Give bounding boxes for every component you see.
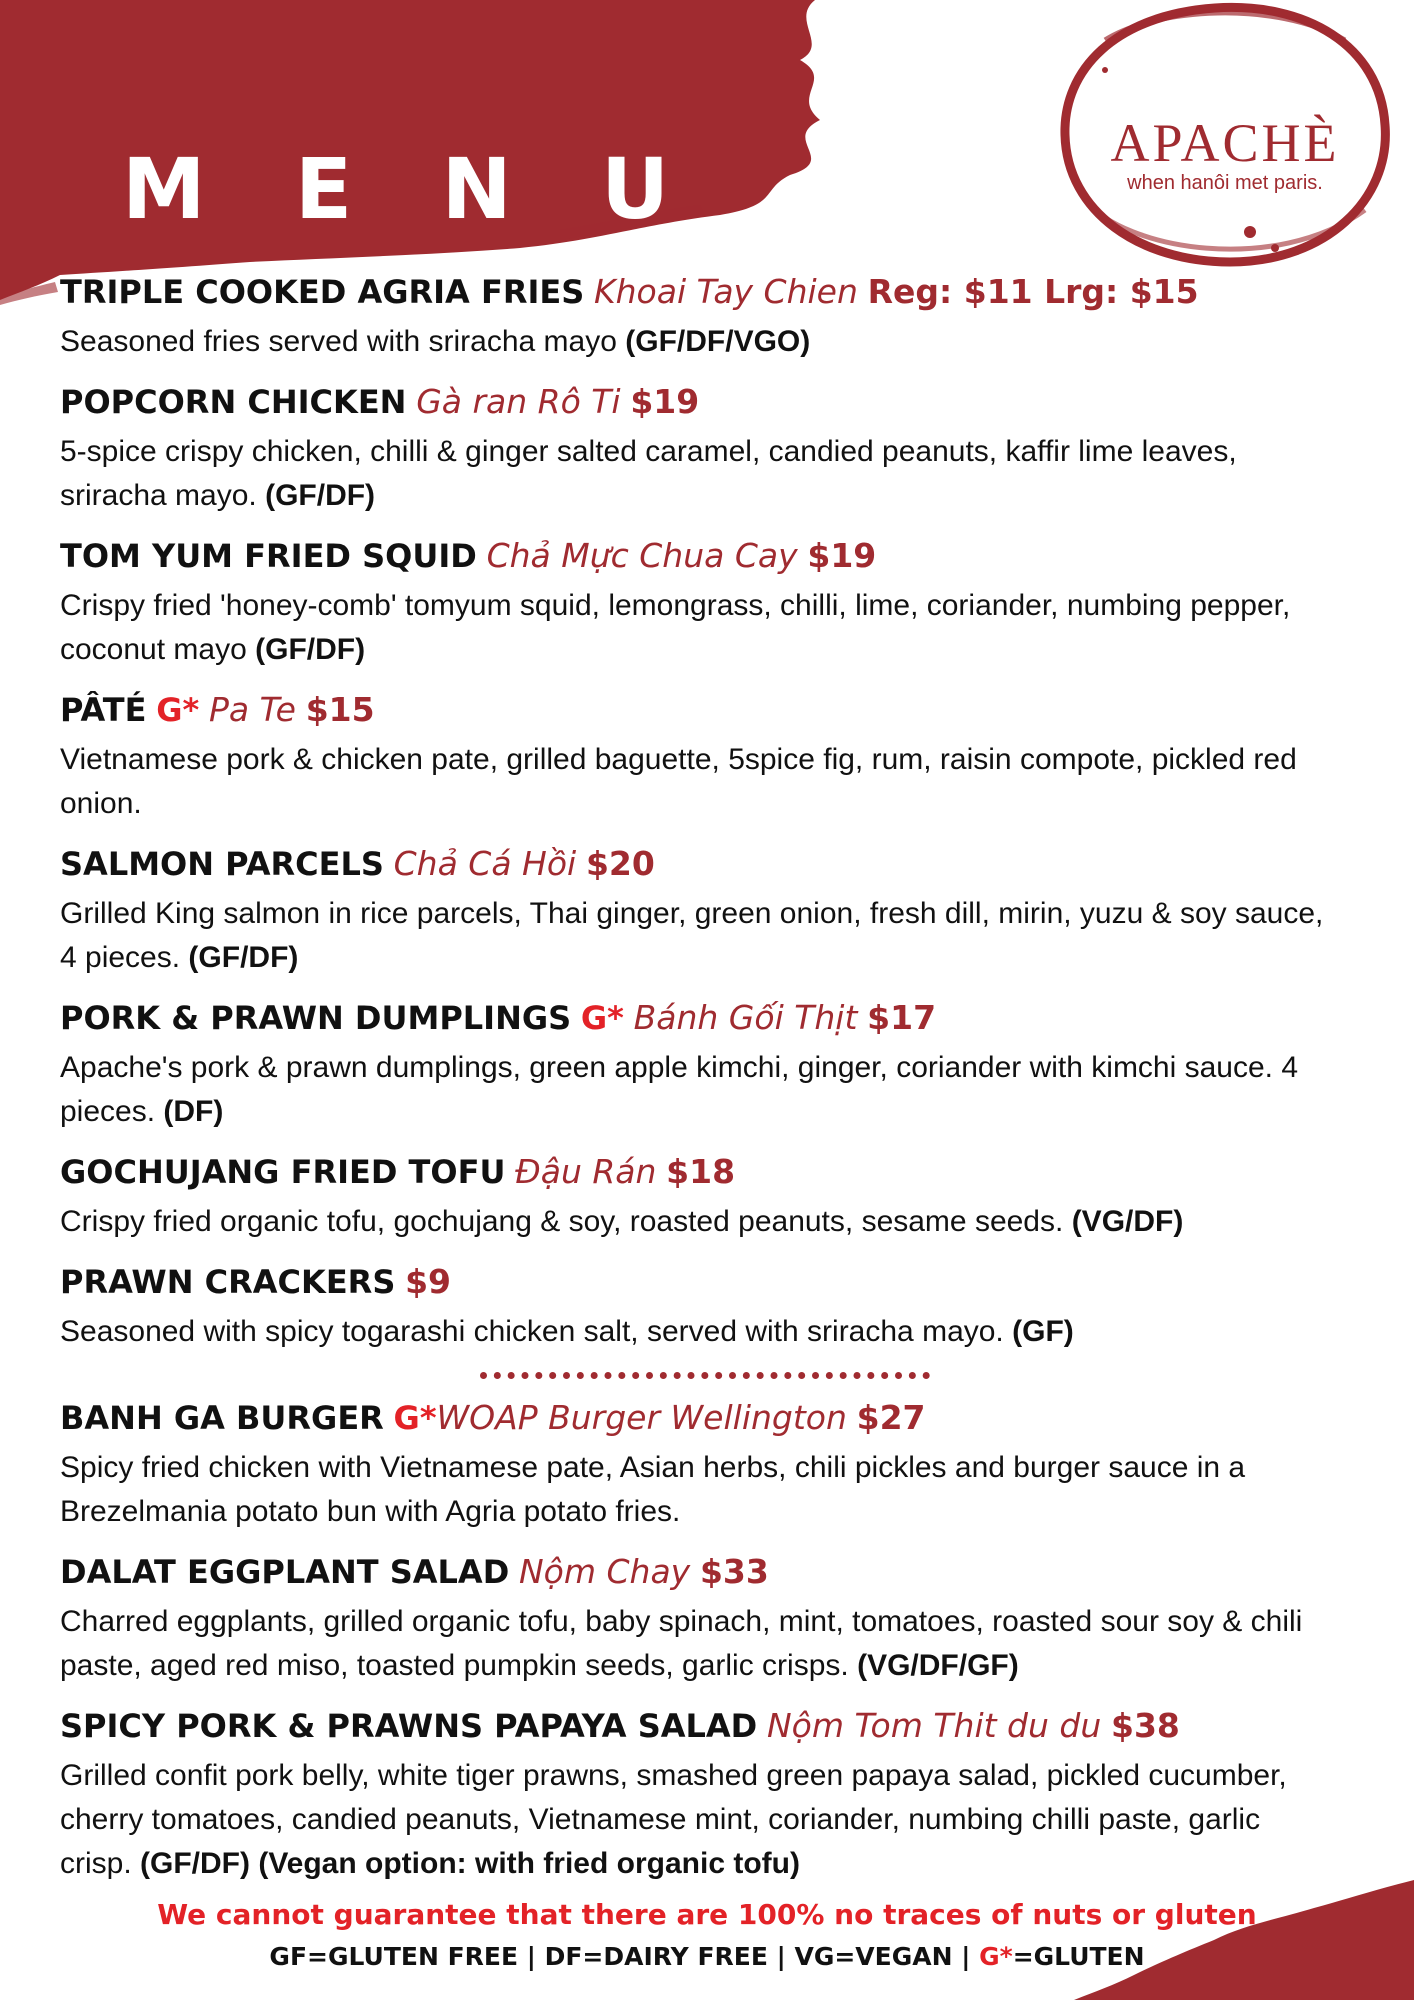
gluten-mark: G* <box>156 691 200 729</box>
item-heading <box>60 840 1350 888</box>
menu-item <box>60 378 1350 518</box>
item-name: GOCHUJANG FRIED TOFU <box>60 1153 506 1191</box>
dietary-tag: (GF/DF) <box>188 941 299 974</box>
menu-item <box>60 268 1350 364</box>
item-name: TRIPLE COOKED AGRIA FRIES <box>60 273 585 311</box>
item-description <box>60 1754 1340 1886</box>
item-price: $19 <box>807 536 877 575</box>
item-description <box>60 1046 1340 1134</box>
dietary-tag: (GF/DF/VGO) <box>625 325 811 358</box>
item-description <box>60 1446 1340 1534</box>
item-price: $20 <box>585 844 655 883</box>
legend-gluten-text: =GLUTEN <box>1012 1942 1145 1971</box>
item-vietnamese-name: Khoai Tay Chien <box>594 272 858 311</box>
legend-gluten-mark: G* <box>979 1942 1013 1971</box>
item-price: Reg: $11 Lrg: $15 <box>867 272 1199 311</box>
item-price: $15 <box>305 690 375 729</box>
item-description <box>60 892 1340 980</box>
section-divider <box>60 1362 1350 1388</box>
dietary-tag: (DF) <box>163 1095 224 1128</box>
item-name: BANH GA BURGER <box>60 1399 384 1437</box>
item-vietnamese-name: Pa Te <box>208 690 296 729</box>
item-vietnamese-name: Nộm Tom Thit du du <box>766 1706 1102 1745</box>
item-heading <box>60 1548 1350 1596</box>
item-heading <box>60 1148 1350 1196</box>
item-heading <box>60 378 1350 426</box>
logo-name: APACHÈ <box>1110 113 1340 173</box>
item-heading <box>60 686 1350 734</box>
item-description-text: 5-spice crispy chicken, chilli & ginger salted caramel, candied peanuts, kaffir lime leaves, sriracha mayo. <box>60 435 1237 512</box>
item-heading <box>60 1258 1350 1306</box>
menu-item <box>60 1548 1350 1688</box>
item-vietnamese-name: Chả Mực Chua Cay <box>486 536 798 575</box>
item-vietnamese-name: WOAP Burger Wellington <box>436 1398 847 1437</box>
menu-title: M E N U <box>122 140 700 238</box>
item-vietnamese-name: Nộm Chay <box>518 1552 691 1591</box>
item-name: SALMON PARCELS <box>60 845 384 883</box>
item-description <box>60 1310 1340 1354</box>
item-price: $19 <box>630 382 700 421</box>
gluten-mark: G* <box>393 1399 437 1437</box>
item-price: $17 <box>867 998 937 1037</box>
apache-logo <box>1045 0 1405 270</box>
item-heading <box>60 994 1350 1042</box>
item-description-text: Crispy fried 'honey-comb' tomyum squid, lemongrass, chilli, lime, coriander, numbing pepper, coconut mayo <box>60 589 1291 666</box>
menu-item <box>60 686 1350 826</box>
item-heading <box>60 532 1350 580</box>
item-vietnamese-name: Đậu Rán <box>515 1152 657 1191</box>
item-description <box>60 1200 1340 1244</box>
item-description <box>60 738 1340 826</box>
dietary-legend <box>0 1942 1414 1971</box>
menu-item <box>60 840 1350 980</box>
item-vietnamese-name: Gà ran Rô Ti <box>416 382 621 421</box>
item-description-text: Seasoned fries served with sriracha mayo <box>60 325 617 358</box>
item-price: $27 <box>856 1398 926 1437</box>
item-description <box>60 1600 1340 1688</box>
item-description-text: Apache's pork & prawn dumplings, green apple kimchi, ginger, coriander with kimchi sauce. 4 pieces. <box>60 1051 1299 1128</box>
item-name: POPCORN CHICKEN <box>60 383 407 421</box>
item-description-text: Vietnamese pork & chicken pate, grilled baguette, 5spice fig, rum, raisin compote, pickled red onion. <box>60 743 1297 820</box>
item-description <box>60 584 1340 672</box>
legend-text: GF=GLUTEN FREE | DF=DAIRY FREE | VG=VEGAN | <box>269 1942 971 1971</box>
item-description-text: Crispy fried organic tofu, gochujang & soy, roasted peanuts, sesame seeds. <box>60 1205 1064 1238</box>
item-heading <box>60 1394 1350 1442</box>
dotted-divider-line <box>480 1372 930 1379</box>
logo-tagline: when hanôi met paris. <box>1127 172 1323 194</box>
dietary-tag: (GF/DF) (Vegan option: with fried organic tofu) <box>140 1847 800 1880</box>
gluten-mark: G* <box>580 999 624 1037</box>
item-description <box>60 320 1340 364</box>
allergen-warning: We cannot guarantee that there are 100% no traces of nuts or gluten <box>157 1898 1257 1931</box>
dietary-tag: (GF/DF) <box>265 479 376 512</box>
item-name: DALAT EGGPLANT SALAD <box>60 1553 510 1591</box>
item-name: TOM YUM FRIED SQUID <box>60 537 477 575</box>
dietary-tag: (VG/DF/GF) <box>857 1649 1019 1682</box>
item-name: PRAWN CRACKERS <box>60 1263 396 1301</box>
item-price: $38 <box>1111 1706 1180 1745</box>
item-name: SPICY PORK & PRAWNS PAPAYA SALAD <box>60 1707 758 1745</box>
menu-items <box>60 268 1350 1900</box>
item-description-text: Charred eggplants, grilled organic tofu, baby spinach, mint, tomatoes, roasted sour soy & chili paste, aged red miso, toasted pumpkin seeds, garlic crisps. <box>60 1605 1303 1682</box>
item-description-text: Grilled confit pork belly, white tiger prawns, smashed green papaya salad, pickled cucumber, cherry tomatoes, candied peanuts, Vietnamese mint, coriander, numbing chilli paste, garlic crisp. <box>60 1759 1287 1880</box>
item-price: $9 <box>405 1262 452 1301</box>
item-name: PORK & PRAWN DUMPLINGS <box>60 999 572 1037</box>
menu-item <box>60 1148 1350 1244</box>
item-name: PÂTÉ <box>60 691 147 729</box>
item-description-text: Grilled King salmon in rice parcels, Thai ginger, green onion, fresh dill, mirin, yuzu & soy sauce, 4 pieces. <box>60 897 1324 974</box>
item-heading <box>60 1702 1350 1750</box>
menu-item <box>60 1702 1350 1886</box>
menu-item <box>60 532 1350 672</box>
menu-item <box>60 1394 1350 1534</box>
item-description-text: Seasoned with spicy togarashi chicken salt, served with sriracha mayo. <box>60 1315 1004 1348</box>
item-heading <box>60 268 1350 316</box>
dietary-tag: (VG/DF) <box>1071 1205 1184 1238</box>
menu-item <box>60 994 1350 1134</box>
item-price: $33 <box>699 1552 769 1591</box>
item-vietnamese-name: Chả Cá Hồi <box>393 844 577 883</box>
item-vietnamese-name: Bánh Gối Thịt <box>633 998 858 1037</box>
menu-item <box>60 1258 1350 1354</box>
item-description-text: Spicy fried chicken with Vietnamese pate, Asian herbs, chili pickles and burger sauce in a Brezelmania potato bun with Agria potato fries. <box>60 1451 1246 1528</box>
dietary-tag: (GF) <box>1012 1315 1074 1348</box>
item-price: $18 <box>666 1152 736 1191</box>
item-description <box>60 430 1340 518</box>
dietary-tag: (GF/DF) <box>255 633 366 666</box>
